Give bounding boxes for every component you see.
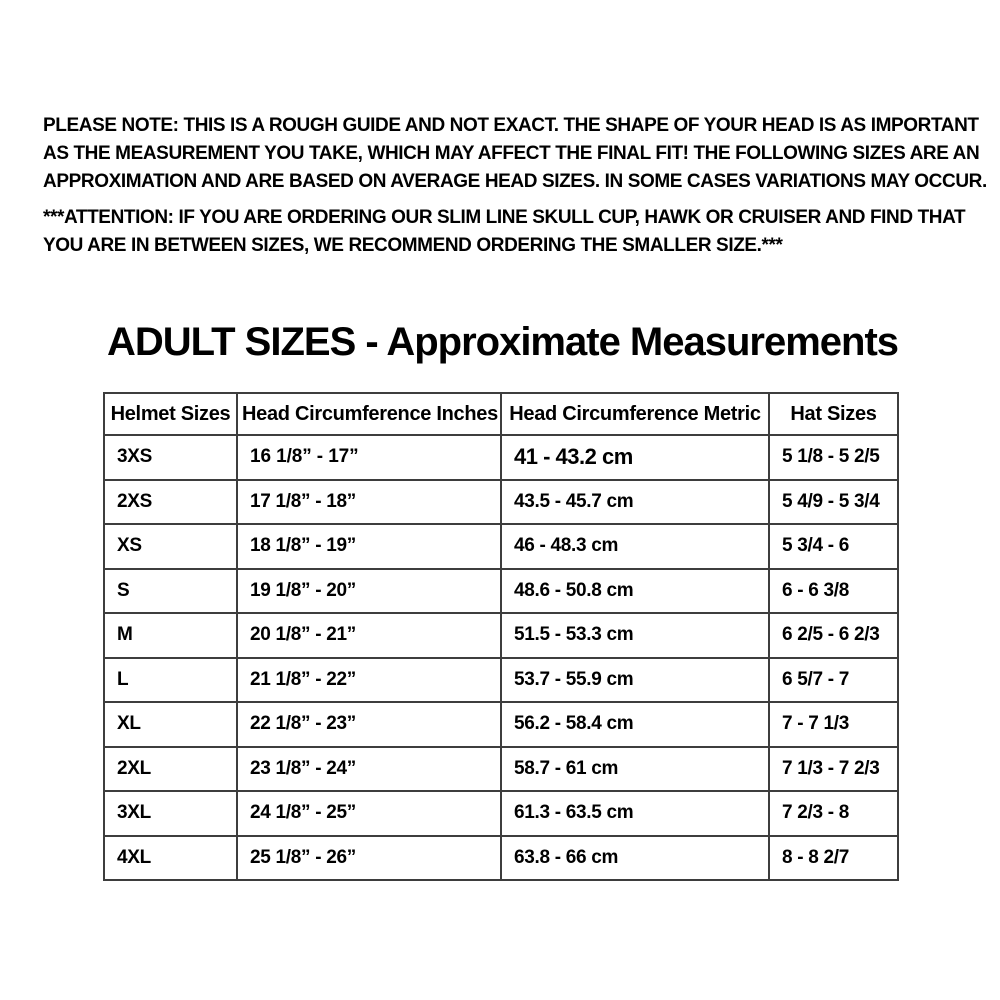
header-head-circumference-metric: Head Circumference Metric (501, 393, 769, 435)
hat-size-cell: 5 3/4 - 6 (769, 524, 898, 569)
table-row (104, 480, 898, 525)
helmet-size-cell: XL (104, 702, 237, 747)
hat-size-cell: 7 - 7 1/3 (769, 702, 898, 747)
metric-cell: 48.6 - 50.8 cm (501, 569, 769, 614)
table-row (104, 791, 898, 836)
inches-cell: 16 1/8” - 17” (237, 435, 501, 480)
metric-cell: 58.7 - 61 cm (501, 747, 769, 792)
hat-size-cell: 7 2/3 - 8 (769, 791, 898, 836)
table-row (104, 613, 898, 658)
inches-cell: 19 1/8” - 20” (237, 569, 501, 614)
metric-cell: 46 - 48.3 cm (501, 524, 769, 569)
metric-cell: 61.3 - 63.5 cm (501, 791, 769, 836)
helmet-size-cell: M (104, 613, 237, 658)
inches-cell: 24 1/8” - 25” (237, 791, 501, 836)
metric-cell: 51.5 - 53.3 cm (501, 613, 769, 658)
helmet-size-cell: 3XS (104, 435, 237, 480)
hat-size-cell: 6 2/5 - 6 2/3 (769, 613, 898, 658)
inches-cell: 17 1/8” - 18” (237, 480, 501, 525)
inches-cell: 25 1/8” - 26” (237, 836, 501, 881)
metric-cell: 53.7 - 55.9 cm (501, 658, 769, 703)
table-row (104, 569, 898, 614)
table-row (104, 435, 898, 480)
table-row (104, 747, 898, 792)
hat-size-cell: 6 5/7 - 7 (769, 658, 898, 703)
inches-cell: 22 1/8” - 23” (237, 702, 501, 747)
attention-line: YOU ARE IN BETWEEN SIZES, WE RECOMMEND ORDERING THE SMALLER SIZE.*** (43, 235, 783, 256)
metric-cell: 63.8 - 66 cm (501, 836, 769, 881)
note-line: PLEASE NOTE: THIS IS A ROUGH GUIDE AND NOT EXACT. THE SHAPE OF YOUR HEAD IS AS IMPORTANT (43, 115, 979, 136)
hat-size-cell: 5 4/9 - 5 3/4 (769, 480, 898, 525)
table-row (104, 524, 898, 569)
page-title: ADULT SIZES - Approximate Measurements (107, 320, 899, 364)
inches-cell: 21 1/8” - 22” (237, 658, 501, 703)
helmet-size-cell: L (104, 658, 237, 703)
inches-cell: 18 1/8” - 19” (237, 524, 501, 569)
hat-size-cell: 8 - 8 2/7 (769, 836, 898, 881)
attention-paragraph (43, 204, 973, 260)
hat-size-cell: 5 1/8 - 5 2/5 (769, 435, 898, 480)
please-note-paragraph (43, 112, 987, 196)
metric-cell: 41 - 43.2 cm (501, 435, 769, 480)
hat-size-cell: 7 1/3 - 7 2/3 (769, 747, 898, 792)
helmet-size-cell: 4XL (104, 836, 237, 881)
header-helmet-sizes: Helmet Sizes (104, 393, 237, 435)
header-head-circumference-inches: Head Circumference Inches (237, 393, 501, 435)
helmet-size-cell: S (104, 569, 237, 614)
inches-cell: 23 1/8” - 24” (237, 747, 501, 792)
helmet-size-cell: 3XL (104, 791, 237, 836)
metric-cell: 43.5 - 45.7 cm (501, 480, 769, 525)
helmet-size-cell: 2XL (104, 747, 237, 792)
table-row (104, 836, 898, 881)
adult-sizes-table (103, 392, 899, 881)
attention-line: ***ATTENTION: IF YOU ARE ORDERING OUR SLIM LINE SKULL CUP, HAWK OR CRUISER AND FIND THAT (43, 207, 966, 228)
table-row (104, 658, 898, 703)
metric-cell: 56.2 - 58.4 cm (501, 702, 769, 747)
inches-cell: 20 1/8” - 21” (237, 613, 501, 658)
header-hat-sizes: Hat Sizes (769, 393, 898, 435)
helmet-size-cell: XS (104, 524, 237, 569)
note-line: APPROXIMATION AND ARE BASED ON AVERAGE HEAD SIZES. IN SOME CASES VARIATIONS MAY OCCUR. (43, 171, 987, 192)
table-row (104, 702, 898, 747)
table-header-row (104, 393, 898, 435)
hat-size-cell: 6 - 6 3/8 (769, 569, 898, 614)
note-line: AS THE MEASUREMENT YOU TAKE, WHICH MAY AFFECT THE FINAL FIT! THE FOLLOWING SIZES ARE AN (43, 143, 980, 164)
helmet-size-cell: 2XS (104, 480, 237, 525)
